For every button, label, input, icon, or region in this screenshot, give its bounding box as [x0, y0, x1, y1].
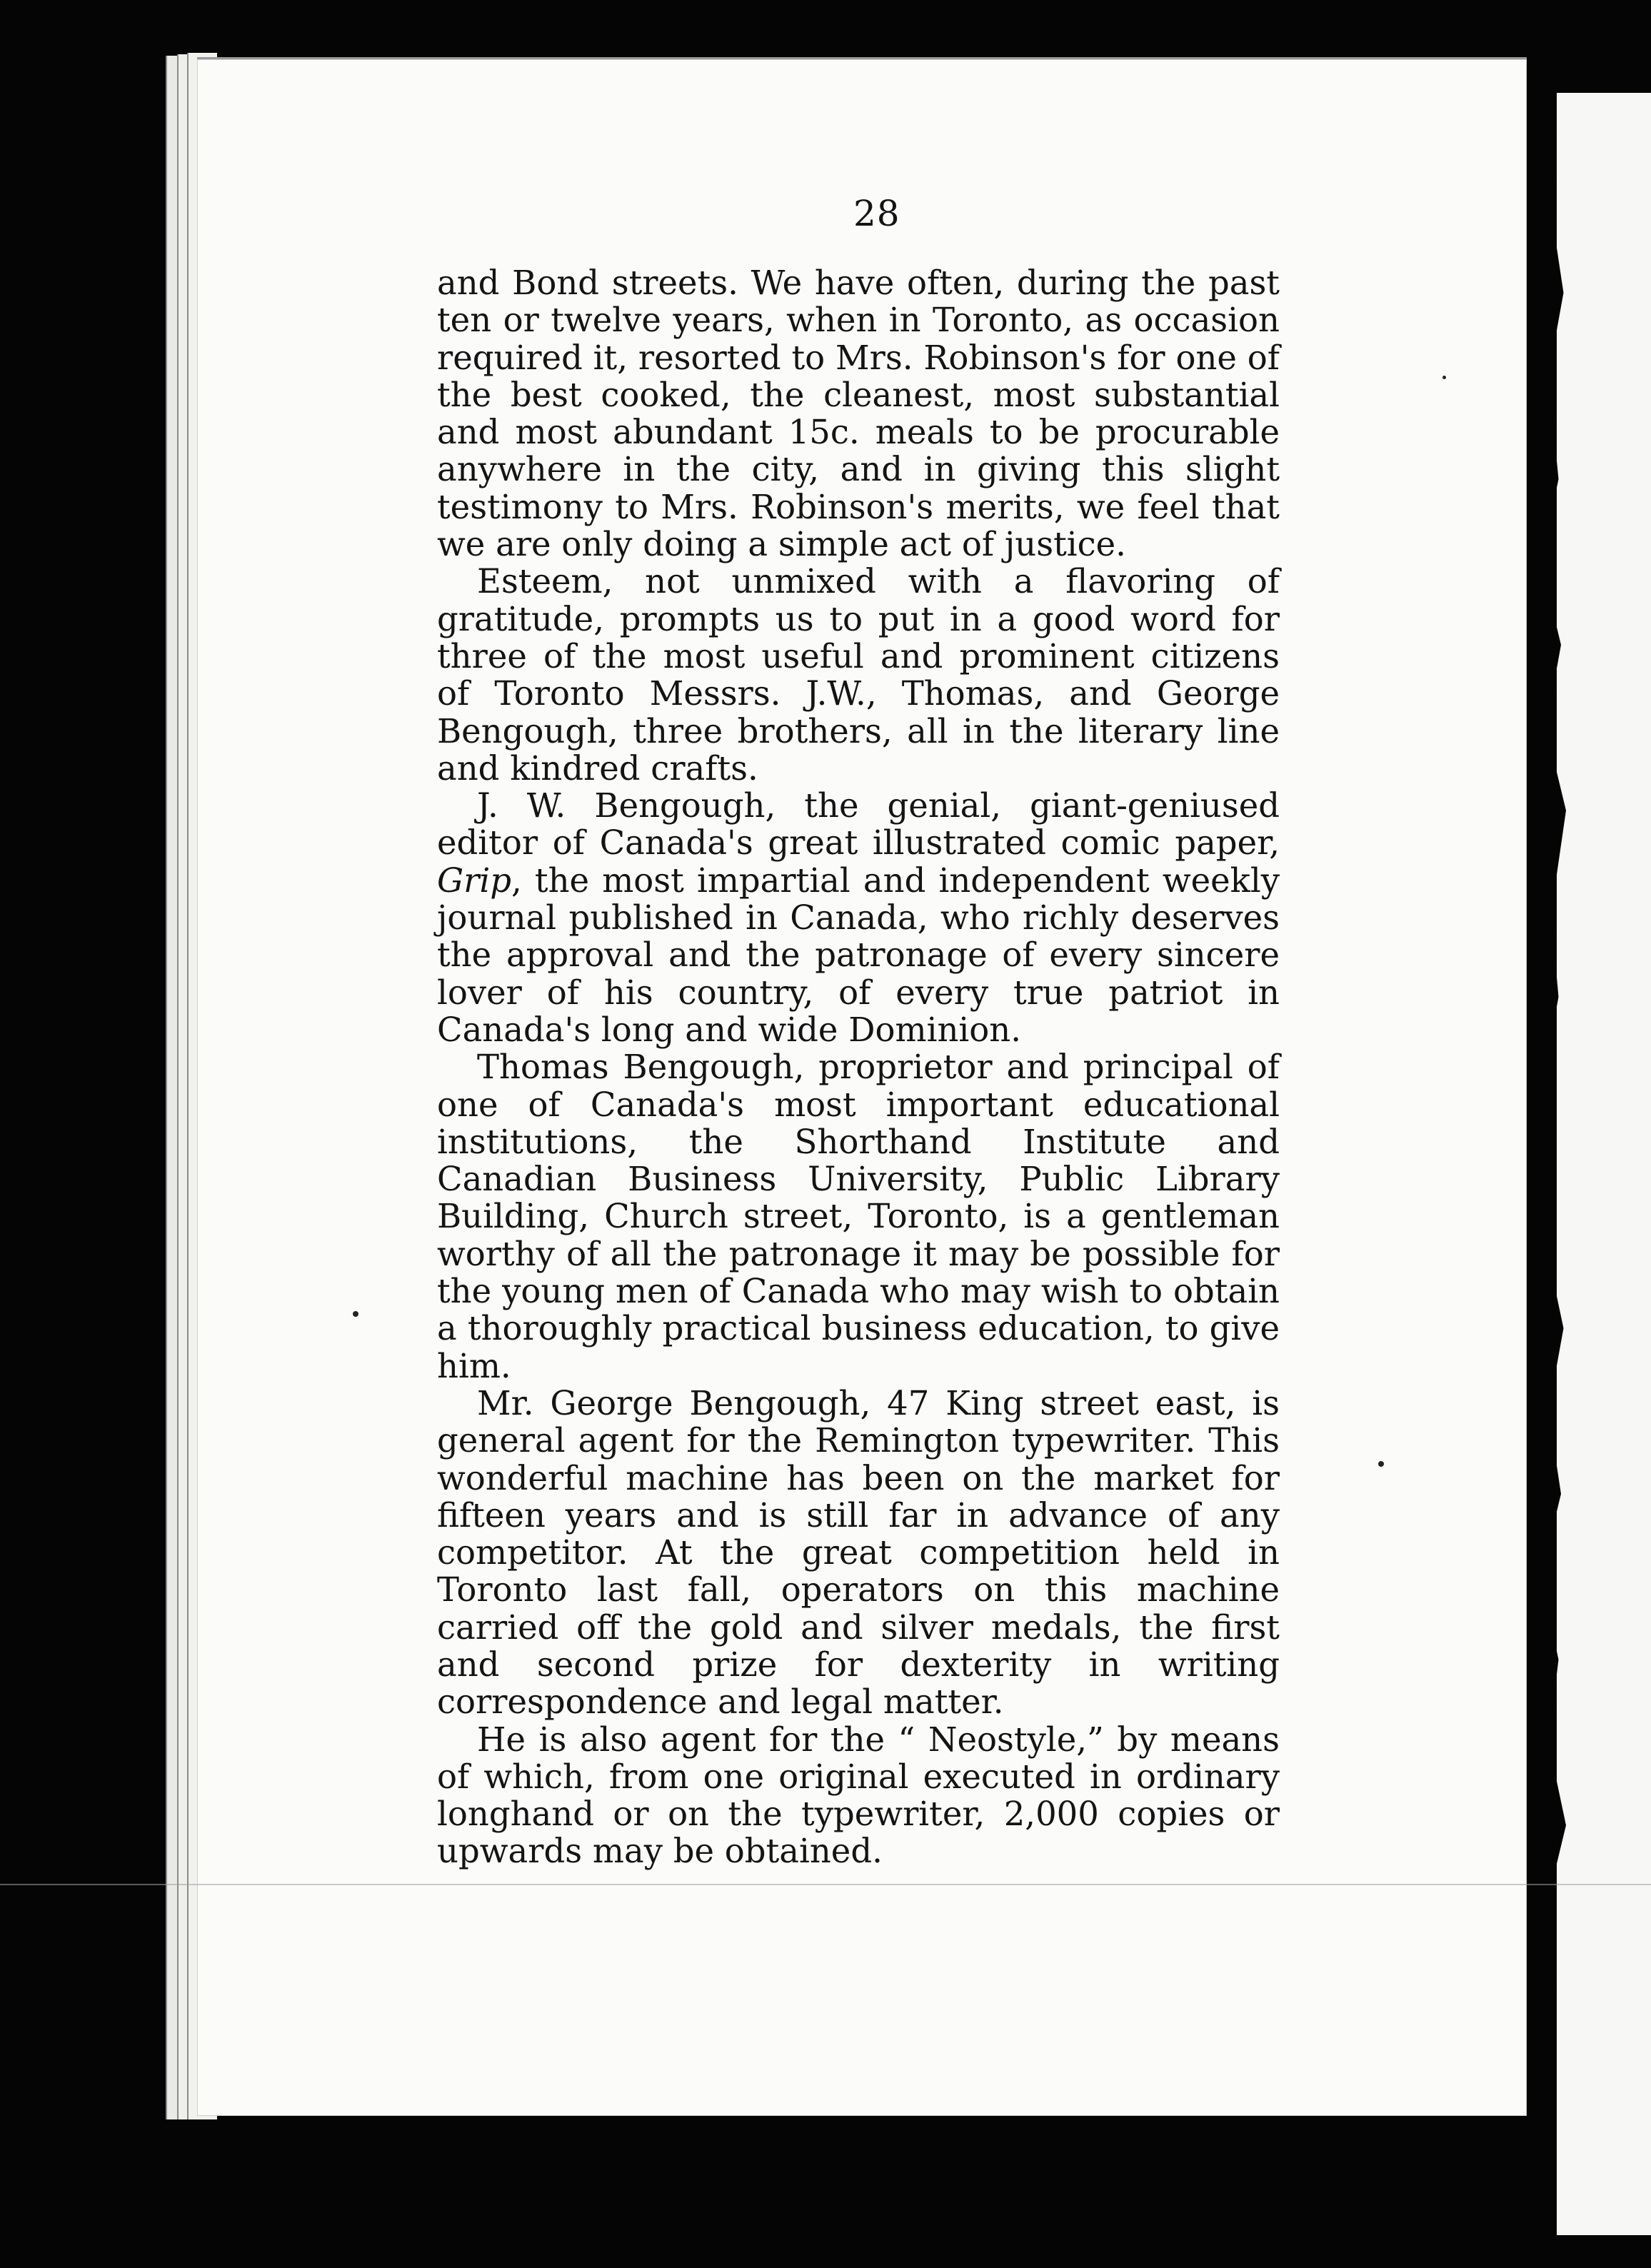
paragraph-2: Esteem, not unmixed with a flavoring of gratitude, prompts us to put in a good word for three of the most useful and prominent citizens of Toronto Messrs. J.W., Thomas, and George Bengough, three brothers, all in the literary line and kindred crafts. [437, 562, 1280, 788]
grip-title: Grip [437, 860, 512, 900]
dust-speck [353, 1311, 358, 1317]
paragraph-3-rest: , the most impartial and independent weekly journal published in Canada, who richly deserves the approval and the patronage of every sincere lover of his country, of every true patriot in Canada's long and wide Dominion. [437, 860, 1280, 1049]
dust-speck [1378, 1461, 1384, 1467]
paragraph-5: Mr. George Bengough, 47 King street east, is general agent for the Remington typewriter. This wonderful machine has been on the market for fifteen years and is still far in advance of any competitor. At the great competition held in Toronto last fall, operators on this machine carried off the gold and silver medals, the first and second prize for dexterity in writing correspondence and legal matter. [437, 1383, 1280, 1722]
facing-page-edge [1557, 93, 1651, 2235]
dust-speck [1442, 376, 1446, 379]
body-text [437, 264, 1280, 1870]
paragraph-6: He is also agent for the “ Neostyle,” by means of which, from one original executed in ordinary longhand or on the typewriter, 2,000 copies or upwards may be obtained. [437, 1720, 1280, 1871]
paragraph-3-lead: J. W. Bengough, the genial, giant-geniused editor of Canada's great illustrated comic paper, [437, 786, 1280, 863]
paragraph-4: Thomas Bengough, proprietor and principal of one of Canada's most important educational institutions, the Shorthand Institute and Canadian Business University, Public Library Building, Church street, Toronto, is a gentleman worthy of all the patronage it may be possible for the young men of Canada who may wish to obtain a thoroughly practical business education, to give him. [437, 1048, 1280, 1385]
scan-artifact-line [0, 1884, 1651, 1885]
paragraph-1: and Bond streets. We have often, during the past ten or twelve years, when in Toronto, as occasion required it, resorted to Mrs. Robinson's for one of the best cooked, the cleanest, most substantial and most abundant 15c. meals to be procurable anywhere in the city, and in giving this slight testimony to Mrs. Robinson's merits, we feel that we are only doing a simple act of justice. [437, 264, 1280, 564]
paragraph-3 [437, 787, 1280, 1048]
page-number: 28 [853, 193, 900, 234]
